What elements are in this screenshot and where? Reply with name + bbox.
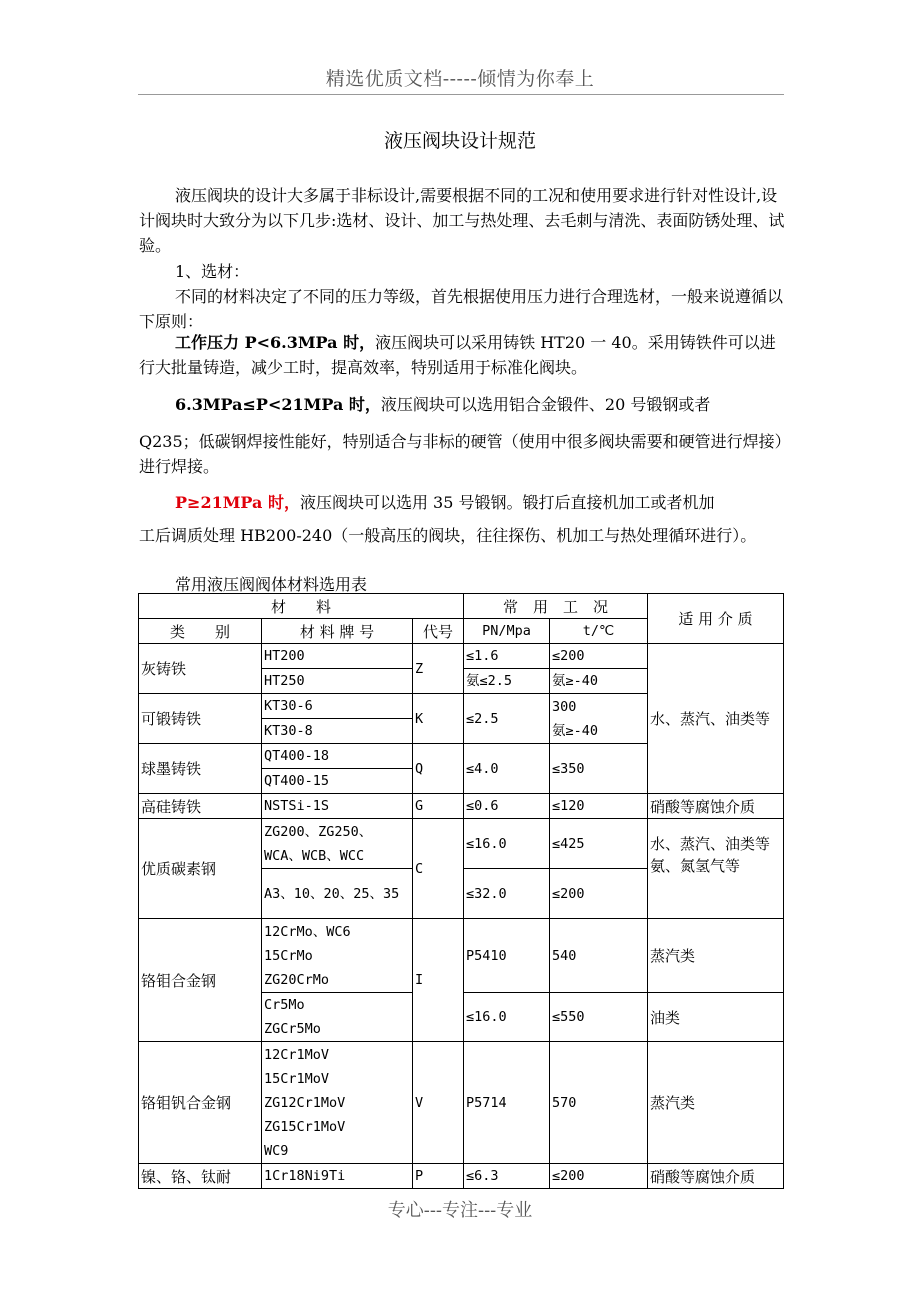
document-title: 液压阀块设计规范 [383,130,536,152]
page-header: 精选优质文档-----倾情为你奉上 [325,68,595,90]
cell-pn: ≤0.6 [464,794,550,819]
cell-temp: 氨≥-40 [550,669,648,694]
cell-pn: ≤32.0 [464,869,550,919]
cell-grade: QT400-18 [262,744,413,769]
cell-medium: 蒸汽类 [648,1042,784,1164]
cell-grade: ZG200、ZG250、WCA、WCB、WCC [262,819,413,869]
th-code: 代号 [413,619,464,644]
th-category: 类 别 [139,619,262,644]
cell-line: 15Cr1MoV [264,1070,330,1087]
cell-grade: KT30-8 [262,719,413,744]
cell-code: Q [413,744,464,794]
header-divider [138,94,784,95]
cell-category: 球墨铸铁 [139,744,262,794]
table-caption: 常用液压阀阀体材料选用表 [175,575,368,594]
cell-grade: HT250 [262,669,413,694]
th-temp: t/℃ [550,619,648,644]
rule-label: P≥21MPa 时， [175,493,300,512]
cell-grade: NSTSi-1S [262,794,413,819]
cell-pn: ≤6.3 [464,1164,550,1189]
cell-line: 氨、氮氢气等 [650,857,741,875]
cell-temp: ≤350 [550,744,648,794]
cell-grade [262,1042,413,1164]
cell-temp: ≤550 [550,993,648,1042]
cell-temp: ≤425 [550,819,648,869]
cell-line: ZGCr5Mo [264,1021,321,1037]
cell-code: Z [413,644,464,694]
cell-medium: 水、蒸汽、油类等 [648,644,784,794]
th-pn: PN/Mpa [464,619,550,644]
cell-pn: P5714 [464,1042,550,1164]
cell-category: 铬钼钒合金钢 [139,1042,262,1164]
cell-pn: ≤2.5 [464,694,550,744]
cell-line: 300 [552,698,577,715]
cell-line: 15CrMo [264,947,313,964]
page-footer: 专心---专注---专业 [387,1200,533,1221]
cell-line: 水、蒸汽、油类等 [650,835,771,853]
table-row [139,644,784,669]
cell-medium: 油类 [648,993,784,1042]
cell-grade [262,993,413,1042]
cell-category: 灰铸铁 [139,644,262,694]
cell-temp [550,694,648,744]
cell-grade: A3、10、20、25、35 [262,869,413,919]
rule-text: 液压阀块可以采用铸铁 HT20 一 40。采用铸铁件可以进行大批量铸造，减少工时，提高效率，特别适用于标准化阀块。 [139,333,776,377]
table-row [139,1164,784,1189]
cell-pn: ≤4.0 [464,744,550,794]
cell-pn: ≤1.6 [464,644,550,669]
cell-category: 镍、铬、钛耐 [139,1164,262,1189]
cell-temp: ≤200 [550,644,648,669]
principle-paragraph: 不同的材料决定了不同的压力等级，首先根据使用压力进行合理选材，一般来说遵循以下原则： [139,287,784,331]
cell-grade: HT200 [262,644,413,669]
cell-line: Cr5Mo [264,997,305,1013]
cell-code: C [413,819,464,919]
rule-label: 6.3MPa≤P<21MPa 时， [175,395,381,414]
th-grade: 材 料 牌 号 [262,619,413,644]
rule-label: 工作压力 P<6.3MPa 时， [175,333,376,352]
cell-code: G [413,794,464,819]
cell-code: K [413,694,464,744]
th-condition: 常 用 工 况 [464,594,648,619]
cell-grade: QT400-15 [262,769,413,794]
cell-temp: ≤120 [550,794,648,819]
table-row [139,794,784,819]
rule-high-pressure-line2: 工后调质处理 HB200-240（一般高压的阀块，往往探伤、机加工与热处理循环进行）。 [139,526,757,545]
rule-mid-pressure-line1 [139,392,785,417]
cell-pn: ≤16.0 [464,993,550,1042]
cell-temp: ≤200 [550,869,648,919]
cell-temp: ≤200 [550,1164,648,1189]
intro-paragraph: 液压阀块的设计大多属于非标设计,需要根据不同的工况和使用要求进行针对性设计,设计阀块时大致分为以下几步:选材、设计、加工与热处理、去毛刺与清洗、表面防锈处理、试验。 [139,186,785,255]
cell-code: V [413,1042,464,1164]
table-header-row [139,594,784,619]
rule-mid-pressure-line2: Q235；低碳钢焊接性能好，特别适合与非标的硬管（使用中很多阀块需要和硬管进行焊接）进行焊接。 [139,432,783,476]
table-row [139,819,784,869]
cell-line: WC9 [264,1142,289,1159]
cell-pn: P5410 [464,919,550,993]
material-table [138,593,784,1189]
th-medium: 适 用 介 质 [648,594,784,644]
cell-line: 氨≥-40 [552,722,599,739]
th-material: 材 料 [139,594,464,619]
cell-line: ZG15Cr1MoV [264,1118,346,1135]
cell-line: 12CrMo、WC6 [264,923,351,940]
rule-text: 液压阀块可以选用铝合金锻件、20 号锻钢或者 [380,395,711,414]
cell-line: 12Cr1MoV [264,1046,330,1063]
cell-temp: 570 [550,1042,648,1164]
cell-grade: 1Cr18Ni9Ti [262,1164,413,1189]
cell-line: ZG20CrMo [264,971,330,988]
cell-medium: 蒸汽类 [648,919,784,993]
cell-line: ZG12Cr1MoV [264,1094,346,1111]
rule-text: 液压阀块可以选用 35 号锻钢。锻打后直接机加工或者机加 [299,493,715,512]
rule-high-pressure-line1 [139,490,785,515]
rule-low-pressure [139,330,785,380]
cell-grade [262,919,413,993]
cell-grade: KT30-6 [262,694,413,719]
cell-temp: 540 [550,919,648,993]
cell-medium: 硝酸等腐蚀介质 [648,794,784,819]
cell-medium: 硝酸等腐蚀介质 [648,1164,784,1189]
cell-category: 铬钼合金钢 [139,919,262,1042]
cell-medium [648,819,784,919]
cell-category: 可锻铸铁 [139,694,262,744]
cell-category: 高硅铸铁 [139,794,262,819]
cell-pn: ≤16.0 [464,819,550,869]
table-row [139,1042,784,1164]
cell-code: I [413,919,464,1042]
table-row [139,919,784,993]
section-heading: 1、选材： [175,262,250,281]
cell-pn: 氨≤2.5 [464,669,550,694]
cell-category: 优质碳素钢 [139,819,262,919]
cell-code: P [413,1164,464,1189]
